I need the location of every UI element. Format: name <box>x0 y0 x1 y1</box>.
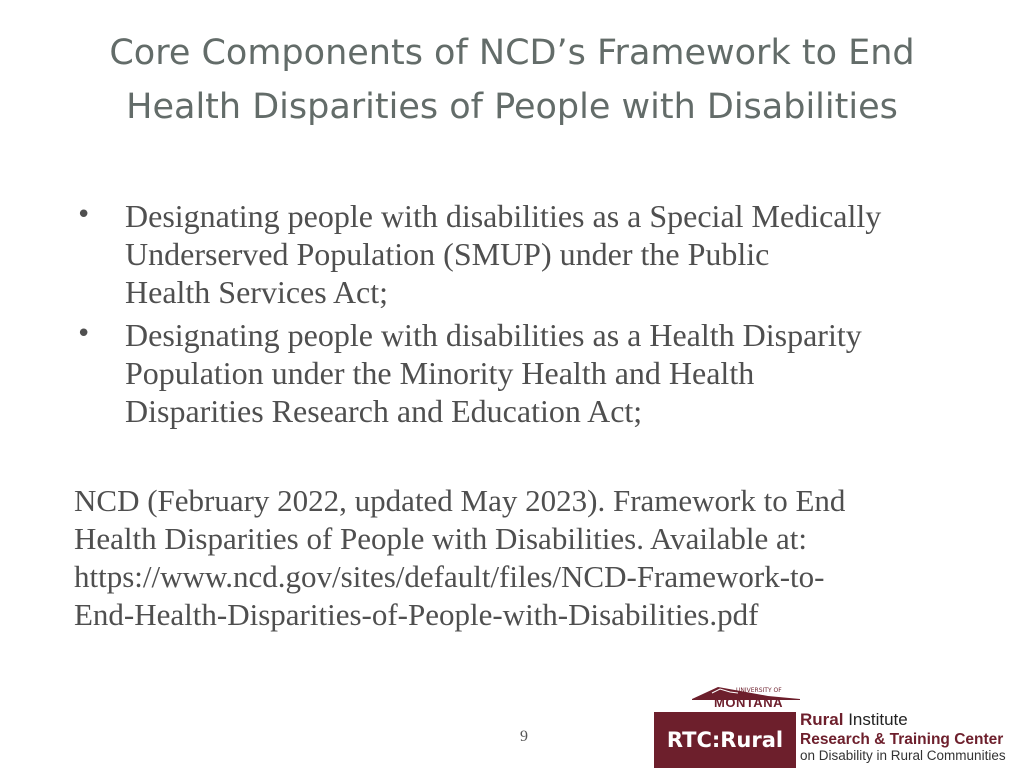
slide-title-line-1: Core Components of NCD’s Framework to End <box>109 33 915 73</box>
citation <box>74 482 984 634</box>
rtc-rural-logo <box>654 686 1024 768</box>
bullet-item-smup <box>74 197 974 311</box>
bullet-text-line: Disparities Research and Education Act; <box>125 393 643 429</box>
bullet-item-health-disparity <box>74 316 974 430</box>
bullet-text-line: Designating people with disabilities as a Health Disparity <box>125 317 862 353</box>
citation-url-line[interactable]: https://www.ncd.gov/sites/default/files/NCD-Framework-to- <box>74 559 825 594</box>
citation-line: Health Disparities of People with Disabilities. Available at: <box>74 521 807 556</box>
bullet-text-line: Health Services Act; <box>125 274 389 310</box>
university-name: MONTANA <box>714 695 783 710</box>
citation-line: NCD (February 2022, updated May 2023). Framework to End <box>74 483 846 518</box>
slide-title <box>40 26 984 134</box>
bullet-list <box>74 197 974 435</box>
page-number: 9 <box>520 728 528 745</box>
citation-url-line[interactable]: End-Health-Disparities-of-People-with-Disabilities.pdf <box>74 597 759 632</box>
bullet-text-line: Designating people with disabilities as a Special Medically <box>125 198 882 234</box>
rural-institute-label <box>800 710 908 730</box>
bullet-text-line: Underserved Population (SMUP) under the Public <box>125 236 770 272</box>
university-of-label: UNIVERSITY OF <box>736 687 782 694</box>
center-subtitle: on Disability in Rural Communities <box>800 748 1006 763</box>
center-name: Research & Training Center <box>800 731 1004 748</box>
bullet-text-line: Population under the Minority Health and Health <box>125 355 755 391</box>
bullet-icon: • <box>76 200 92 230</box>
rtc-rural-label: RTC:Rural <box>666 728 784 752</box>
bullet-icon: • <box>76 319 92 349</box>
rural-institute-rest: Institute <box>843 710 908 729</box>
rural-institute-accent: Rural <box>800 710 844 729</box>
slide-title-line-2: Health Disparities of People with Disabilities <box>126 87 898 127</box>
rtc-rural-badge <box>654 712 796 768</box>
